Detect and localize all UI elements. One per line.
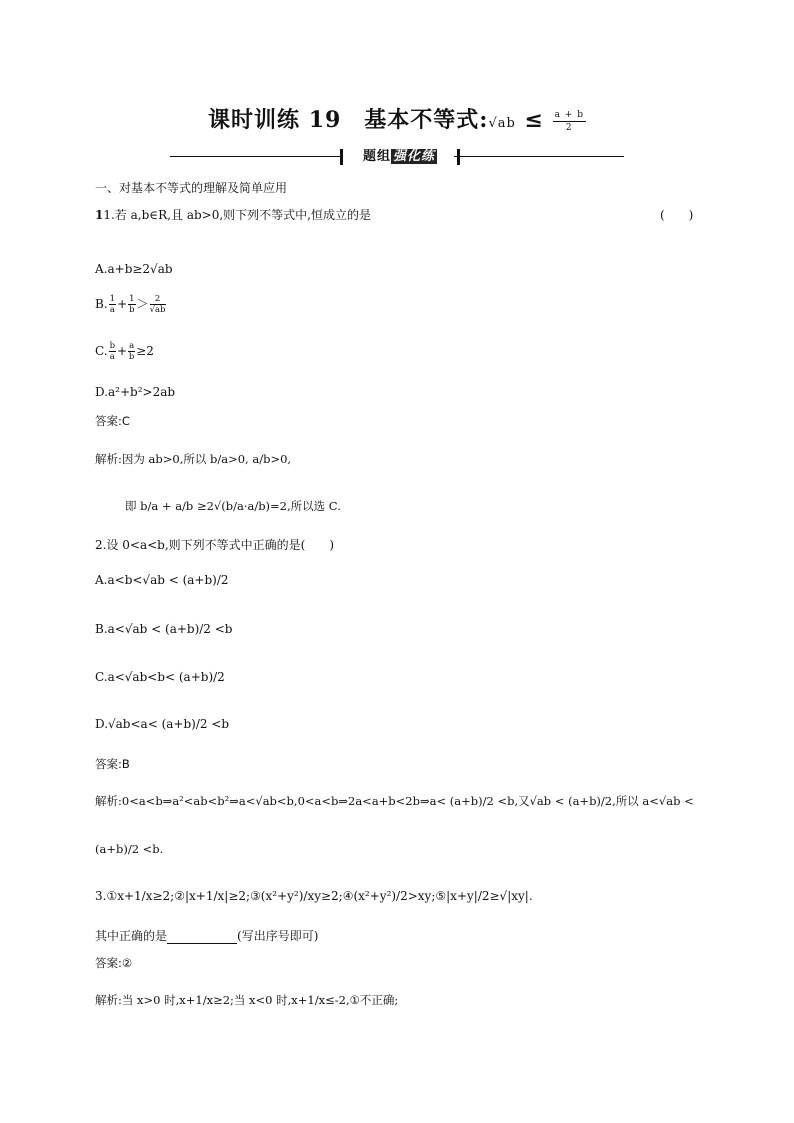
banner-accent: 强化练 [393, 149, 436, 164]
question-1-stem: 11.若 a,b∈R,且 ab>0,则下列不等式中,恒成立的是 [95, 208, 371, 222]
q3-prompt-text: 其中正确的是 [95, 929, 168, 943]
banner-rule-left [170, 156, 340, 157]
section-banner [340, 149, 460, 165]
q3-answer: 答案:② [95, 956, 133, 970]
banner-label: 题组 [362, 149, 391, 164]
q1-answer: 答案:C [95, 414, 130, 428]
q1-option-d: D.a²+b²>2ab [95, 385, 176, 399]
q3-answer-blank[interactable] [167, 931, 237, 944]
q3-prompt-hint: (写出序号即可) [237, 929, 319, 943]
question-3-stem: 3.①x+1/x≥2;②|x+1/x|≥2;③(x²+y²)/xy≥2;④(x²+y²)/2>xy;⑤|x+y|/2≥√|xy|. [95, 889, 533, 903]
q1-option-c: C. $\frac{b}{a}$ + $\frac{a}{b}$ ≥2 [95, 341, 154, 362]
q1-option-b: B. $\frac{1}{a}$ + $\frac{1}{b}$ ＞ $\frac{2}{√ab}$ [95, 294, 166, 315]
q2-analysis-line2: (a+b)/2 <b. [95, 842, 164, 856]
page-title [0, 103, 794, 134]
title-sqrt: √ab [488, 116, 516, 131]
q3-analysis: 解析:当 x>0 时,x+1/x≥2;当 x<0 时,x+1/x≤-2,①不正确; [95, 993, 399, 1007]
question-2-stem: 2.设 0<a<b,则下列不等式中正确的是( ) [95, 538, 335, 552]
q2-option-a: A.a<b<√ab < (a+b)/2 [95, 573, 229, 587]
title-le: ≤ [524, 107, 544, 133]
q3-prompt [95, 927, 318, 944]
q2-option-b: B.a<√ab < (a+b)/2 <b [95, 622, 233, 636]
section-heading: 一、对基本不等式的理解及简单应用 [95, 181, 288, 195]
banner-rule-right [454, 156, 624, 157]
q1-analysis-line1: 解析:因为 ab>0,所以 b/a>0, a/b>0, [95, 452, 292, 466]
title-main: 课时训练 19 基本不等式: [208, 107, 489, 133]
q2-option-c: C.a<√ab<b< (a+b)/2 [95, 670, 225, 684]
q2-option-d: D.√ab<a< (a+b)/2 <b [95, 717, 230, 731]
q1-answer-paren: ( ) [660, 208, 694, 222]
q2-answer: 答案:B [95, 757, 130, 771]
title-fraction: $\frac{a + b}{2}$ [554, 109, 584, 133]
q1-option-a: A.a+b≥2√ab [95, 262, 173, 276]
q1-stem-text: 1.若 a,b∈R,且 ab>0,则下列不等式中,恒成立的是 [103, 208, 371, 222]
q2-analysis-line1: 解析:0<a<b⇒a²<ab<b²⇒a<√ab<b,0<a<b⇒2a<a+b<2b⇒a< (a+b)/2 <b,又√ab < (a+b)/2,所以 a<√ab < [95, 794, 694, 808]
q1-analysis-line2: 即 b/a + a/b ≥2√(b/a·a/b)=2,所以选 C. [125, 499, 341, 513]
